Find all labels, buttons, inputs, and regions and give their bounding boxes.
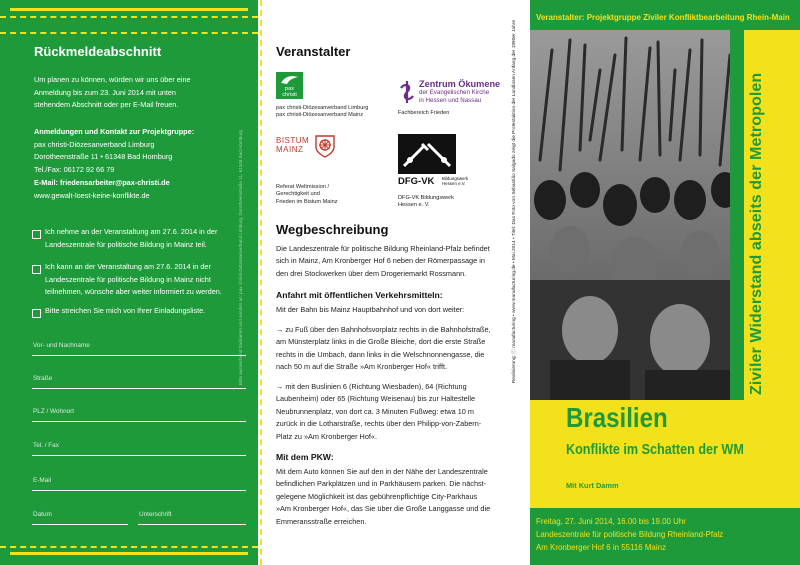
dfg-vk-wordmark-sub: Bildungswerk Hessen e.V. <box>442 176 469 186</box>
unsubscribe-checkbox[interactable] <box>32 309 41 318</box>
cover-organizer-line: Veranstalter: Projektgruppe Ziviler Konfliktbearbeitung Rhein-Main <box>536 13 790 22</box>
dfg-vk-wordmark: DFG-VK <box>398 176 435 187</box>
cover-side-title: Ziviler Widerstand abseits der Metropolen <box>748 72 765 395</box>
public-transport-heading: Anfahrt mit öffentlichen Verkehrsmitteln: <box>276 290 443 300</box>
bistum-caption: Referat Weltmission / Gerechtigkeit und Frieden im Bistum Mainz <box>276 184 338 205</box>
car-directions: Mit dem Auto können Sie auf den in der Nähe der Landeszentrale befindlichen Parkplätzen und in Parkhäusern parken. Die nächst- gelegene Möglichkeit ist das gebührenpflichtige City-Parkhaus »Am Kronberger Hof«, das Sie über die Große Langgasse und die Emmeransstraße erreichen. <box>276 467 491 526</box>
dfg-vk-logo <box>398 134 456 174</box>
cut-line <box>0 546 258 548</box>
cut-line <box>0 16 258 18</box>
email-field[interactable]: E-Mail <box>32 476 246 491</box>
contact-block: Anmeldungen und Kontakt zur Projektgruppe: pax christi-Diözesanverband Limburg Dorotheenstraße 11 • 61348 Bad Homburg Tel./Fax: 06172 92 66 79 E-Mail: friedensarbeiter@pax-christi.de www.gewalt-loest-keine-konflikte.de <box>34 126 244 202</box>
attend-option-label: Ich nehme an der Veranstaltung am 27.6. 2014 in der Landeszentrale für politische Bildung in Mainz teil. <box>45 227 218 249</box>
street-field[interactable]: Straße <box>32 374 246 389</box>
protest-photo <box>530 30 738 400</box>
unsubscribe-option-label: Bitte streichen Sie mich von Ihrer Einladungsliste. <box>45 306 206 315</box>
broken-rifle-icon <box>398 134 456 174</box>
contact-website: www.gewalt-loest-keine-konflikte.de <box>34 190 150 200</box>
walk-directions: → zu Fuß über den Bahnhofsvorplatz rechts in die Bahnhofstraße, am Münsterplatz links in die Große Bleiche, dort die erste Straße rechts in die Umbach, dann links in die Welschnonnengasse, die nach 50 m auf die Straße »Am Kronberger Hof« trifft. <box>276 325 491 372</box>
reply-section-panel <box>0 0 258 565</box>
event-address: Am Kronberger Hof 6 in 55116 Mainz <box>536 542 666 552</box>
reply-intro: Um planen zu können, würden wir uns über eine Anmeldung bis zum 23. Juni 2014 mit unten stehendem Abschnitt oder per E-Mail freuen. <box>34 75 191 110</box>
name-field[interactable]: Vor- und Nachname <box>32 341 246 356</box>
directions-intro: Die Landeszentrale für politische Bildung Rheinland-Pfalz befindet sich in Mainz, Am Kronberger Hof 6 neben der Römerpassage in den drei Stockwerken über dem Drogeriemarkt Rossmann. <box>276 244 490 278</box>
zip-city-field[interactable]: PLZ / Wohnort <box>32 407 246 422</box>
oekumene-logo-text: Zentrum Ökumene der Evangelischen Kirche in Hessen und Nassau <box>419 79 501 104</box>
imprint-spine: Realisierung: ⓒ manufacturing • www.manufacturing.de • Mai 2014 • Titel: Das Foto von Sebastião Salgado zeigt die Protestaktion der Landlosen Anfang der 1990er Jahre <box>512 20 517 384</box>
cover-subtitle: Konflikte im Schatten der WM <box>566 441 744 458</box>
not-attend-option-label: Ich kann an der Veranstaltung am 27.6. 2014 in der Landeszentrale für politische Bildung in Mainz nicht teilnehmen, wünsche aber weiter informiert zu werden. <box>45 262 222 297</box>
fold-line <box>260 0 262 565</box>
bus-directions: → mit den Buslinien 6 (Richtung Wiesbaden), 64 (Richtung Laubenheim) oder 65 (Richtung Weisenau) bis zur Haltestelle Neubrunnenplatz, von dort ca. 3 Minuten Fußweg: etwa 10 m zurück in die Lotharstraße, rechts über den Philipp-von-Zabern- Platz zu »Am Kronberger Hof«. <box>276 382 482 441</box>
directions-title: Wegbeschreibung <box>276 222 389 237</box>
decor-stripe <box>10 552 248 555</box>
pax-christi-caption: pax christi-Diözesanverband Limburg pax christi-Diözesanverband Mainz <box>276 105 369 119</box>
oekumene-cross-icon <box>398 80 416 104</box>
cover-bottom-band <box>530 508 800 565</box>
date-field[interactable]: Datum <box>32 510 128 525</box>
organizers-title: Veranstalter <box>276 44 351 59</box>
wheel-shield-icon <box>314 134 336 158</box>
event-date: Freitag, 27. Juni 2014, 16.00 bis 19.00 Uhr <box>536 516 686 526</box>
attend-checkbox[interactable] <box>32 230 41 239</box>
cover-panel <box>530 0 800 565</box>
protest-crowd-image <box>530 30 738 400</box>
contact-heading: Anmeldungen und Kontakt zur Projektgruppe: <box>34 127 195 136</box>
event-venue: Landeszentrale für politische Bildung Rheinland-Pfalz <box>536 529 724 539</box>
pax-christi-logo: pax christi <box>276 72 303 99</box>
car-heading: Mit dem PKW: <box>276 452 334 462</box>
dove-icon <box>276 72 303 87</box>
oekumene-caption: Fachbereich Frieden <box>398 110 450 116</box>
dfg-vk-caption: DFG-VK Bildungswerk Hessen e. V. <box>398 195 454 209</box>
signature-field[interactable]: Unterschrift <box>138 510 246 525</box>
decor-stripe <box>10 8 248 11</box>
speaker-line: Mit Kurt Damm <box>566 481 619 490</box>
bistum-mainz-logo: BISTUM MAINZ <box>276 136 310 154</box>
public-transport-lead: Mit der Bahn bis Mainz Hauptbahnhof und von dort weiter: <box>276 305 465 314</box>
not-attend-checkbox[interactable] <box>32 265 41 274</box>
cut-line <box>0 32 258 34</box>
contact-email: E-Mail: friedensarbeiter@pax-christi.de <box>34 177 170 187</box>
info-panel <box>258 0 522 565</box>
mailing-note: Bitte ausreichend frankieren und senden an: pax christi-Diözesanverband Limburg, Dorotheenstraße 11, 61348 Bad Homburg <box>238 130 243 386</box>
reply-title: Rückmeldeabschnitt <box>34 44 162 59</box>
cover-title: Brasilien <box>566 402 668 433</box>
cover-side-stripe <box>730 30 744 400</box>
phone-fax-field[interactable]: Tel. / Fax <box>32 441 246 456</box>
